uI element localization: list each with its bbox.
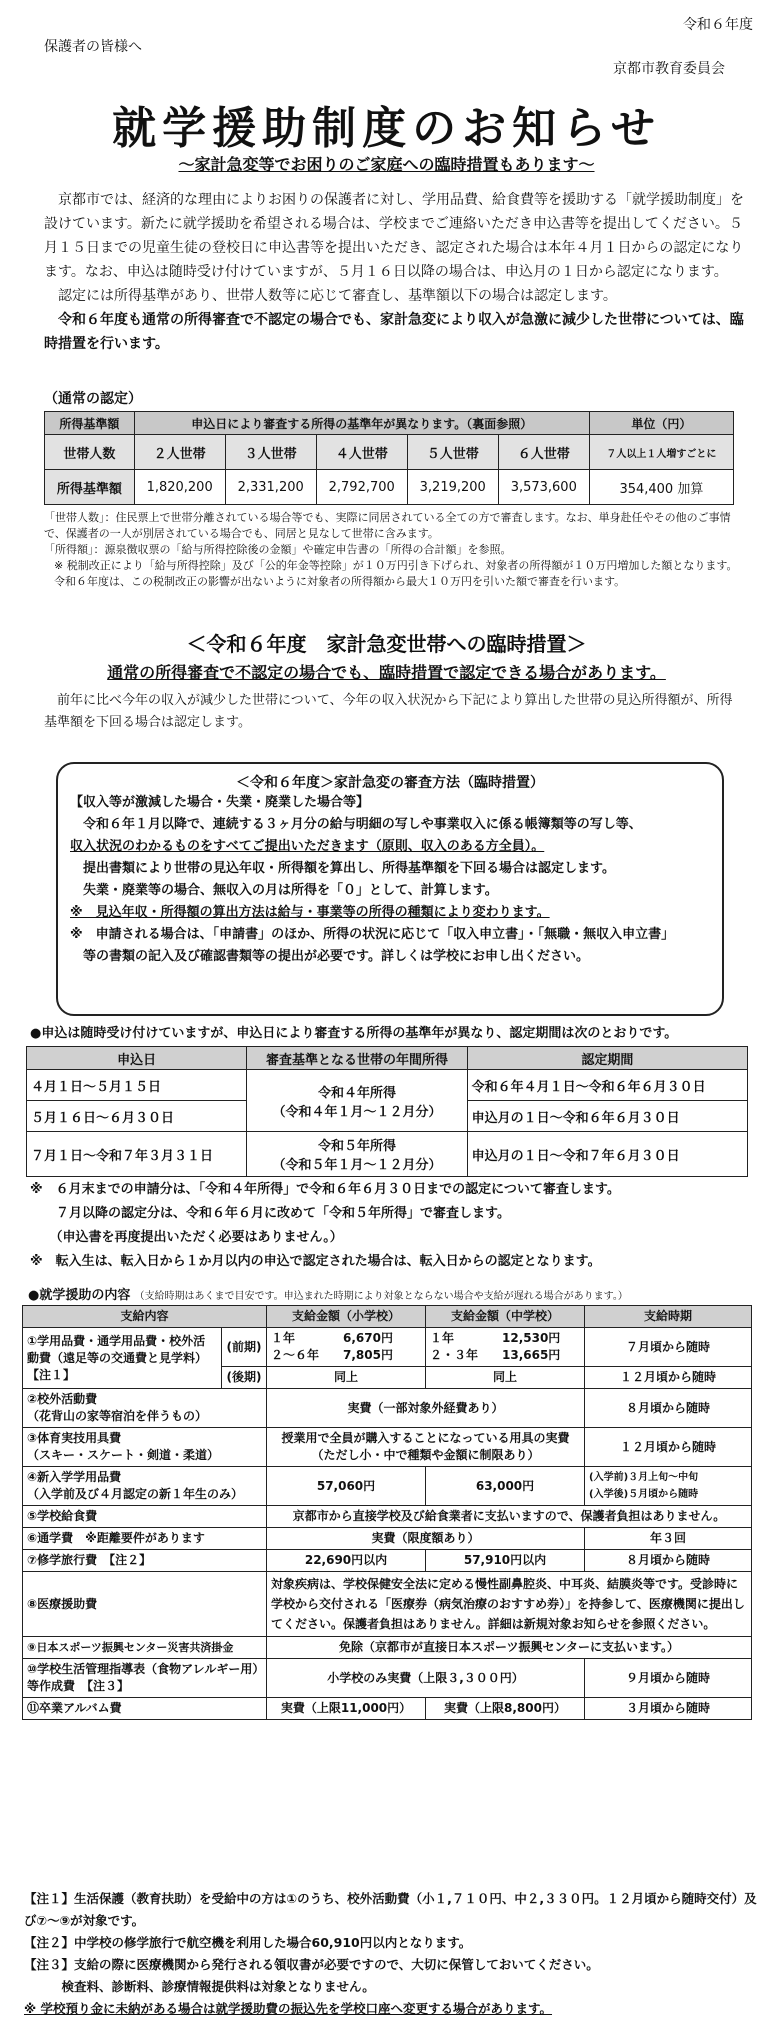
aid-amount-elementary: 22,690円以内 <box>267 1550 426 1572</box>
footnote-2: 【注２】中学校の修学旅行で航空機を利用した場合60,910円以内となります。 <box>24 1935 472 1950</box>
footnote-4: ※ 学校預り金に未納がある場合は就学援助費の振込先を学校口座へ変更する場合があります。 <box>24 2001 553 2016</box>
box-line: 提出書類により世帯の見込年収・所得額を算出し、所得基準額を下回る場合は認定します。 <box>70 861 615 876</box>
income-limit: 1,820,200 <box>134 470 225 505</box>
emergency-title: ＜令和６年度 家計急変世帯への臨時措置＞ <box>186 632 587 656</box>
income-limit: 2,792,700 <box>316 470 407 505</box>
aid-timing: ３月頃から随時 <box>585 1698 752 1720</box>
intro-paragraph-3: 令和６年度も通常の所得審査で不認定の場合でも、家計急変により収入が急激に減少した世帯については、臨時措置を行います。 <box>44 312 744 352</box>
aid-item: ⑤学校給食費 <box>23 1506 267 1528</box>
fiscal-year: 令和６年度 <box>683 17 753 33</box>
period-header: 審査基準となる世帯の年間所得 <box>247 1047 467 1070</box>
household-size: ４人世帯 <box>316 435 407 470</box>
income-limit: 3,573,600 <box>498 470 589 505</box>
aid-amount: 対象疾病は、学校保健安全法に定める慢性副鼻腔炎、中耳炎、結膜炎等です。受診時に学校から交付される「医療券（病気治療のおすすめ券）」を持参して、医療機関に提出してください。保護者負担はありません。詳細は新規対象お知らせを参照ください。 <box>267 1572 752 1637</box>
apply-date: ５月１６日～６月３０日 <box>27 1101 247 1132</box>
aid-amount: 小学校のみ実費（上限３,３００円） <box>267 1659 585 1698</box>
apply-date: ７月１日～令和７年３月３１日 <box>27 1132 247 1177</box>
content-title: ●就学援助の内容 <box>28 1288 131 1303</box>
aid-timing: ７月頃から随時 <box>585 1328 752 1367</box>
household-size: ７人以上１人増すごとに <box>589 435 733 470</box>
income-table-unit: 単位（円） <box>589 412 733 435</box>
content-title-note: （支給時期はあくまで目安です。申込まれた時期により対象とならない場合や支給が遅れる場合があります。） <box>134 1291 628 1302</box>
period-header: 申込日 <box>27 1047 247 1070</box>
box-line: ※ 見込年収・所得額の算出方法は給与・事業等の所得の種類により変わります。 <box>70 905 550 920</box>
aid-item: ③体育実技用具費 （スキー・スケート・剣道・柔道） <box>23 1428 267 1467</box>
period-note: ※ ６月末までの申請分は、「令和４年所得」で令和６年６月３０日までの認定について審査します。 <box>30 1182 620 1197</box>
aid-timing: ８月頃から随時 <box>585 1389 752 1428</box>
box-line: ※ 申請される場合は、「申請書」のほか、所得の状況に応じて「収入申立書」・「無職・無収入申立書」 <box>70 927 675 942</box>
cert-period: 申込月の１日～令和６年６月３０日 <box>467 1101 747 1132</box>
period-notes <box>30 1178 620 1274</box>
aid-amount: 実費（限度額あり） <box>267 1528 585 1550</box>
notes <box>44 510 744 590</box>
household-size: ６人世帯 <box>498 435 589 470</box>
income-year: 令和５年所得 （令和５年１月～１２月分） <box>247 1132 467 1177</box>
aid-item: ⑦修学旅行費 【注２】 <box>23 1550 267 1572</box>
intro <box>44 188 744 356</box>
aid-term: (後期) <box>222 1367 267 1389</box>
note-household: 「世帯人数」：住民票上で世帯分離されている場合等でも、実際に同居されている全ての方で審査します。なお、単身赴任やその他のご事情で、保護者の一人が別居されている場合でも、同居と見なして世帯に含みます。 <box>44 511 731 540</box>
aid-amount-middle: 57,910円以内 <box>426 1550 585 1572</box>
household-size: ２人世帯 <box>134 435 225 470</box>
household-size-label: 世帯人数 <box>45 435 135 470</box>
content-heading <box>28 1284 628 1303</box>
aid-item: ⑨日本スポーツ振興センター災害共済掛金 <box>23 1637 267 1659</box>
page-subtitle: ～家計急変等でお困りのご家庭への臨時措置もあります～ <box>178 155 595 174</box>
aid-term: (前期) <box>222 1328 267 1367</box>
income-limit: 354,400 加算 <box>589 470 733 505</box>
intro-paragraph-1: 京都市では、経済的な理由によりお困りの保護者に対し、学用品費、給食費等を援助する「就学援助制度」を設けています。新たに就学援助を希望される場合は、学校までご連絡いただき申込書等を提出してください。５月１５日までの児童生徒の登校日に申込書等を提出いただき、認定された場合は本年４月１日からの認定になります。なお、申込は随時受け付けていますが、５月１６日以降の場合は、申込月の１日から認定になります。 <box>44 192 744 280</box>
aid-item: ⑧医療援助費 <box>23 1572 267 1637</box>
intro-paragraph-2: 認定には所得基準があり、世帯人数等に応じて審査し、基準額以下の場合は認定します。 <box>58 288 617 304</box>
page-title: 就学援助制度のお知らせ <box>112 103 661 154</box>
aid-item: ①学用品費・通学用品費・校外活動費（遠足等の交通費と見学料）【注１】 <box>23 1328 222 1389</box>
aid-header: 支給内容 <box>23 1306 267 1328</box>
note-tax: ※ 税制改正により「給与所得控除」及び「公的年金等控除」が１０万円引き下げられ、対象者の所得額が１０万円増加した額となります。令和６年度は、この税制改正の影響が出ないように対象者の所得額から最大１０万円を引いた額で審査を行います。 <box>54 559 738 588</box>
period-intro: ●申込は随時受け付けていますが、申込日により審査する所得の基準年が異なり、認定期間は次のとおりです。 <box>30 1026 678 1041</box>
box-line: 失業・廃業等の場合、無収入の月は所得を「０」として、計算します。 <box>70 883 498 898</box>
organization: 京都市教育委員会 <box>613 61 725 77</box>
aid-amount-elementary: １年 6,670円 ２～６年 7,805円 <box>267 1328 426 1367</box>
box-line: 令和６年１月以降で、連続する３ヶ月分の給与明細の写しや事業収入に係る帳簿類等の写し等、 <box>70 817 642 832</box>
period-note: ※ 転入生は、転入日から１か月以内の申込で認定された場合は、転入日からの認定となります。 <box>30 1254 601 1269</box>
aid-timing: (入学前)３月上旬～中旬 (入学後)５月頃から随時 <box>585 1467 752 1506</box>
aid-item: ④新入学学用品費 （入学前及び４月認定の新１年生のみ） <box>23 1467 267 1506</box>
footnote-3b: 検査料、診断料、診療情報提供料は対象となりません。 <box>24 1979 375 1994</box>
aid-amount-middle: 63,000円 <box>426 1467 585 1506</box>
normal-heading: （通常の認定） <box>44 391 142 407</box>
aid-amount-middle: 同上 <box>426 1367 585 1389</box>
period-note: ７月以降の認定分は、令和６年６月に改めて「令和５年所得」で審査します。 <box>30 1206 510 1221</box>
aid-item: ⑥通学費 ※距離要件があります <box>23 1528 267 1550</box>
box-line: 等の書類の記入及び確認書類等の提出が必要です。詳しくは学校にお申し出ください。 <box>70 949 589 964</box>
cert-period: 令和６年４月１日～令和６年６月３０日 <box>467 1070 747 1101</box>
household-size: ５人世帯 <box>407 435 498 470</box>
income-limit: 2,331,200 <box>225 470 316 505</box>
box-title: ＜令和６年度＞家計急変の審査方法（臨時措置） <box>236 775 544 791</box>
aid-item: ⑪卒業アルバム費 <box>23 1698 267 1720</box>
period-header: 認定期間 <box>467 1047 747 1070</box>
aid-amount-elementary: 同上 <box>267 1367 426 1389</box>
note-income: 「所得額」：源泉徴収票の「給与所得控除後の金額」や確定申告書の「所得の合計額」を参照。 <box>44 543 512 556</box>
box-line: 収入状況のわかるものをすべてご提出いただきます（原則、収入のある方全員）。 <box>70 839 545 854</box>
footnotes <box>24 1888 764 2020</box>
aid-amount: 実費（一部対象外経費あり） <box>267 1389 585 1428</box>
apply-date: ４月１日～５月１５日 <box>27 1070 247 1101</box>
aid-amount-middle: 実費（上限8,800円） <box>426 1698 585 1720</box>
aid-timing: １２月頃から随時 <box>585 1428 752 1467</box>
aid-item: ⑩学校生活管理指導表（食物アレルギー用）等作成費 【注３】 <box>23 1659 267 1698</box>
household-size: ３人世帯 <box>225 435 316 470</box>
emergency-method-box <box>56 762 724 1016</box>
aid-timing: １２月頃から随時 <box>585 1367 752 1389</box>
box-line: 【収入等が激減した場合・失業・廃業した場合等】 <box>70 795 370 810</box>
emergency-desc-text: 前年に比べ今年の収入が減少した世帯について、今年の収入状況から下記により算出した世帯の見込所得額が、所得基準額を下回る場合は認定します。 <box>44 693 733 730</box>
income-table-note: 申込日により審査する所得の基準年が異なります。（裏面参照） <box>134 412 589 435</box>
emergency-description <box>44 690 744 734</box>
aid-amount-elementary: 実費（上限11,000円） <box>267 1698 426 1720</box>
aid-amount-middle: １年 12,530円 ２・３年 13,665円 <box>426 1328 585 1367</box>
income-limit-label: 所得基準額 <box>45 470 135 505</box>
aid-content-table <box>22 1305 752 1720</box>
aid-amount-elementary: 57,060円 <box>267 1467 426 1506</box>
aid-item: ②校外活動費 （花背山の家等宿泊を伴うもの） <box>23 1389 267 1428</box>
income-limit: 3,219,200 <box>407 470 498 505</box>
aid-amount: 京都市から直接学校及び給食業者に支払いますので、保護者負担はありません。 <box>267 1506 752 1528</box>
cert-period: 申込月の１日～令和７年６月３０日 <box>467 1132 747 1177</box>
period-note: （申込書を再度提出いただく必要はありません。） <box>30 1230 343 1245</box>
income-table <box>44 411 734 505</box>
aid-amount: 免除（京都市が直接日本スポーツ振興センターに支払います。） <box>267 1637 752 1659</box>
period-table <box>26 1046 748 1177</box>
footnote-3: 【注３】支給の際に医療機関から発行される領収書が必要ですので、大切に保管しておいてください。 <box>24 1957 599 1972</box>
aid-timing: ８月頃から随時 <box>585 1550 752 1572</box>
aid-header: 支給金額（中学校） <box>426 1306 585 1328</box>
income-year: 令和４年所得 （令和４年１月～１２月分） <box>247 1070 467 1132</box>
greeting: 保護者の皆様へ <box>44 39 142 55</box>
aid-header: 支給時期 <box>585 1306 752 1328</box>
income-table-label: 所得基準額 <box>45 412 135 435</box>
emergency-subtitle: 通常の所得審査で不認定の場合でも、臨時措置で認定できる場合があります。 <box>107 663 666 682</box>
aid-header: 支給金額（小学校） <box>267 1306 426 1328</box>
aid-timing: ９月頃から随時 <box>585 1659 752 1698</box>
aid-timing: 年３回 <box>585 1528 752 1550</box>
aid-amount: 授業用で全員が購入することになっている用具の実費 （ただし小・中で種類や金額に制限あり） <box>267 1428 585 1467</box>
footnote-1: 【注１】生活保護（教育扶助）を受給中の方は①のうち、校外活動費（小１,７１０円、中２,３３０円。１２月頃から随時交付）及び⑦～⑨が対象です。 <box>24 1891 757 1928</box>
